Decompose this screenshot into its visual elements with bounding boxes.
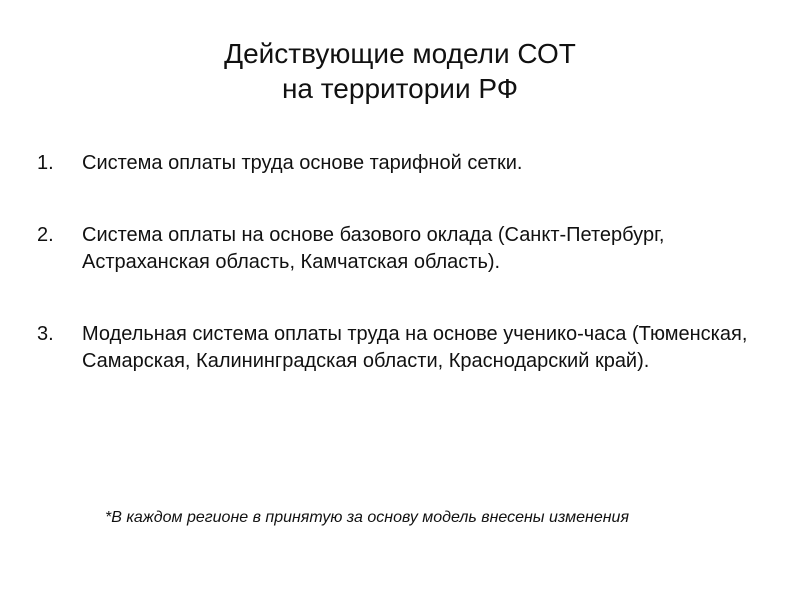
list-item-number: 2.	[37, 224, 54, 246]
slide-title-line-2: на территории РФ	[281, 73, 519, 104]
numbered-list	[37, 150, 772, 375]
list-item-2	[37, 222, 772, 276]
slide-title-line-1: Действующие модели СОТ	[224, 38, 576, 69]
list-item-1	[37, 150, 772, 177]
list-item-number: 1.	[37, 152, 54, 174]
slide-title	[0, 36, 800, 106]
footnote: *В каждом регионе в принятую за основу модель внесены изменения	[105, 509, 629, 526]
list-item-3	[37, 321, 772, 375]
list-item-text: Модельная система оплаты труда на основе ученико-часа (Тюменская, Самарская, Калининградская области, Краснодарский край).	[82, 323, 748, 372]
list-item-text: Система оплаты на основе базового оклада (Санкт-Петербург, Астраханская область, Камчатская область).	[82, 224, 665, 273]
list-item-number: 3.	[37, 323, 54, 345]
list-item-text: Система оплаты труда основе тарифной сетки.	[82, 152, 523, 174]
